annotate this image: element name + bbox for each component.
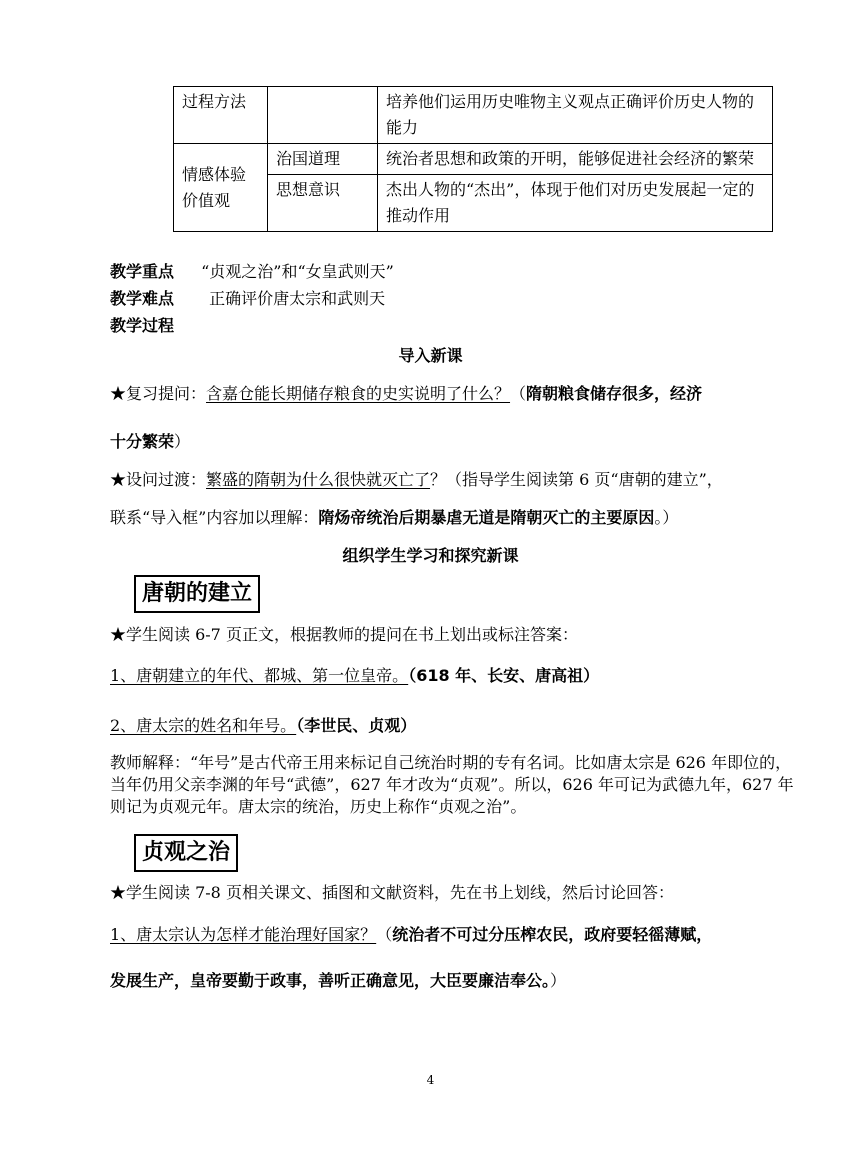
section1-a2: （李世民、贞观） [296,716,417,735]
transition-answer: 隋炀帝统治后期暴虐无道是隋朝灭亡的主要原因 [318,508,655,527]
difficulties-text: 正确评价唐太宗和武则天 [209,289,386,308]
section2-a1-open: （ [376,925,393,944]
table-cell: 思想意识 [268,175,378,232]
key-points-label: 教学重点 [110,262,175,281]
review-answer-close: ） [174,432,191,451]
section2-q1-line [110,922,712,945]
process-label: 教学过程 [110,316,175,335]
difficulties-line [110,286,385,309]
objectives-table [173,86,773,232]
section2-a1: 统治者不可过分压榨农民，政府要轻徭薄赋， [392,925,713,944]
review-question: 含嘉仓能长期储存粮食的史实说明了什么？ [206,384,511,403]
section-title-zhenguan: 贞观之治 [134,834,238,872]
teacher-explanation: 教师解释：“年号”是古代帝王用来标记自己统治时期的专有名词。比如唐太宗是 626 年即位的，当年仍用父亲李渊的年号“武德”，627 年才改为“贞观”。所以，626 年可记为武德九年，627 年则记为贞观元年。唐太宗的统治，历史上称作“贞观之治”。 [110,753,794,816]
transition-prefix: ★设问过渡： [110,470,207,489]
table-cell: 治国道理 [268,144,378,175]
table-cell: 培养他们运用历史唯物主义观点正确评价历史人物的能力 [378,87,773,144]
transition-question: 繁盛的隋朝为什么很快就灭亡了 [206,470,431,489]
section-title-tang-founding: 唐朝的建立 [134,575,260,613]
table-cell [268,87,378,144]
section2-a1-line2 [110,968,566,991]
difficulties-label: 教学难点 [110,289,175,308]
section2-a1-cont: 发展生产，皇帝要勤于政事，善听正确意见，大臣要廉洁奉公。 [110,971,551,990]
review-question-line [110,381,702,404]
review-answer-cont: 十分繁荣 [110,432,175,451]
section2-instruction: ★学生阅读 7-8 页相关课文、插图和文献资料，先在书上划线，然后讨论回答： [110,883,674,902]
review-answer: 隋朝粮食储存很多，经济 [526,384,703,403]
key-points-line [110,259,394,282]
transition-rest: ？（指导学生阅读第 6 页“唐朝的建立”， [430,470,723,489]
section2-q1: 1、唐太宗认为怎样才能治理好国家？ [110,925,377,944]
table-cell: 统治者思想和政策的开明，能够促进社会经济的繁荣 [378,144,773,175]
table-cell: 情感体验价值观 [174,144,268,232]
table-cell: 杰出人物的“杰出”，体现于他们对历史发展起一定的推动作用 [378,175,773,232]
section1-q2: 2、唐太宗的姓名和年号。 [110,716,297,735]
transition-line2-prefix: 联系“导入框”内容加以理解： [110,508,319,527]
table-row [174,87,773,144]
section1-q1-line [110,663,599,686]
table-cell: 过程方法 [174,87,268,144]
section2-a1-close: ） [550,971,567,990]
transition-line [110,467,723,490]
review-prefix: ★复习提问： [110,384,207,403]
transition-line2 [110,505,678,528]
organize-heading: 组织学生学习和探究新课 [342,546,519,565]
table-row [174,144,773,175]
section1-q2-line [110,713,416,736]
intro-heading: 导入新课 [398,346,463,365]
section1-q1: 1、唐朝建立的年代、都城、第一位皇帝。 [110,666,409,685]
section1-instruction: ★学生阅读 6-7 页正文，根据教师的提问在书上划出或标注答案： [110,625,578,644]
transition-close: 。） [654,508,679,527]
review-answer-open: （ [510,384,527,403]
key-points-text: “贞观之治”和“女皇武则天” [201,262,394,281]
section1-a1: （618 年、长安、唐高祖） [408,666,600,685]
review-answer-line2 [110,429,190,452]
page-number: 4 [426,1073,435,1087]
